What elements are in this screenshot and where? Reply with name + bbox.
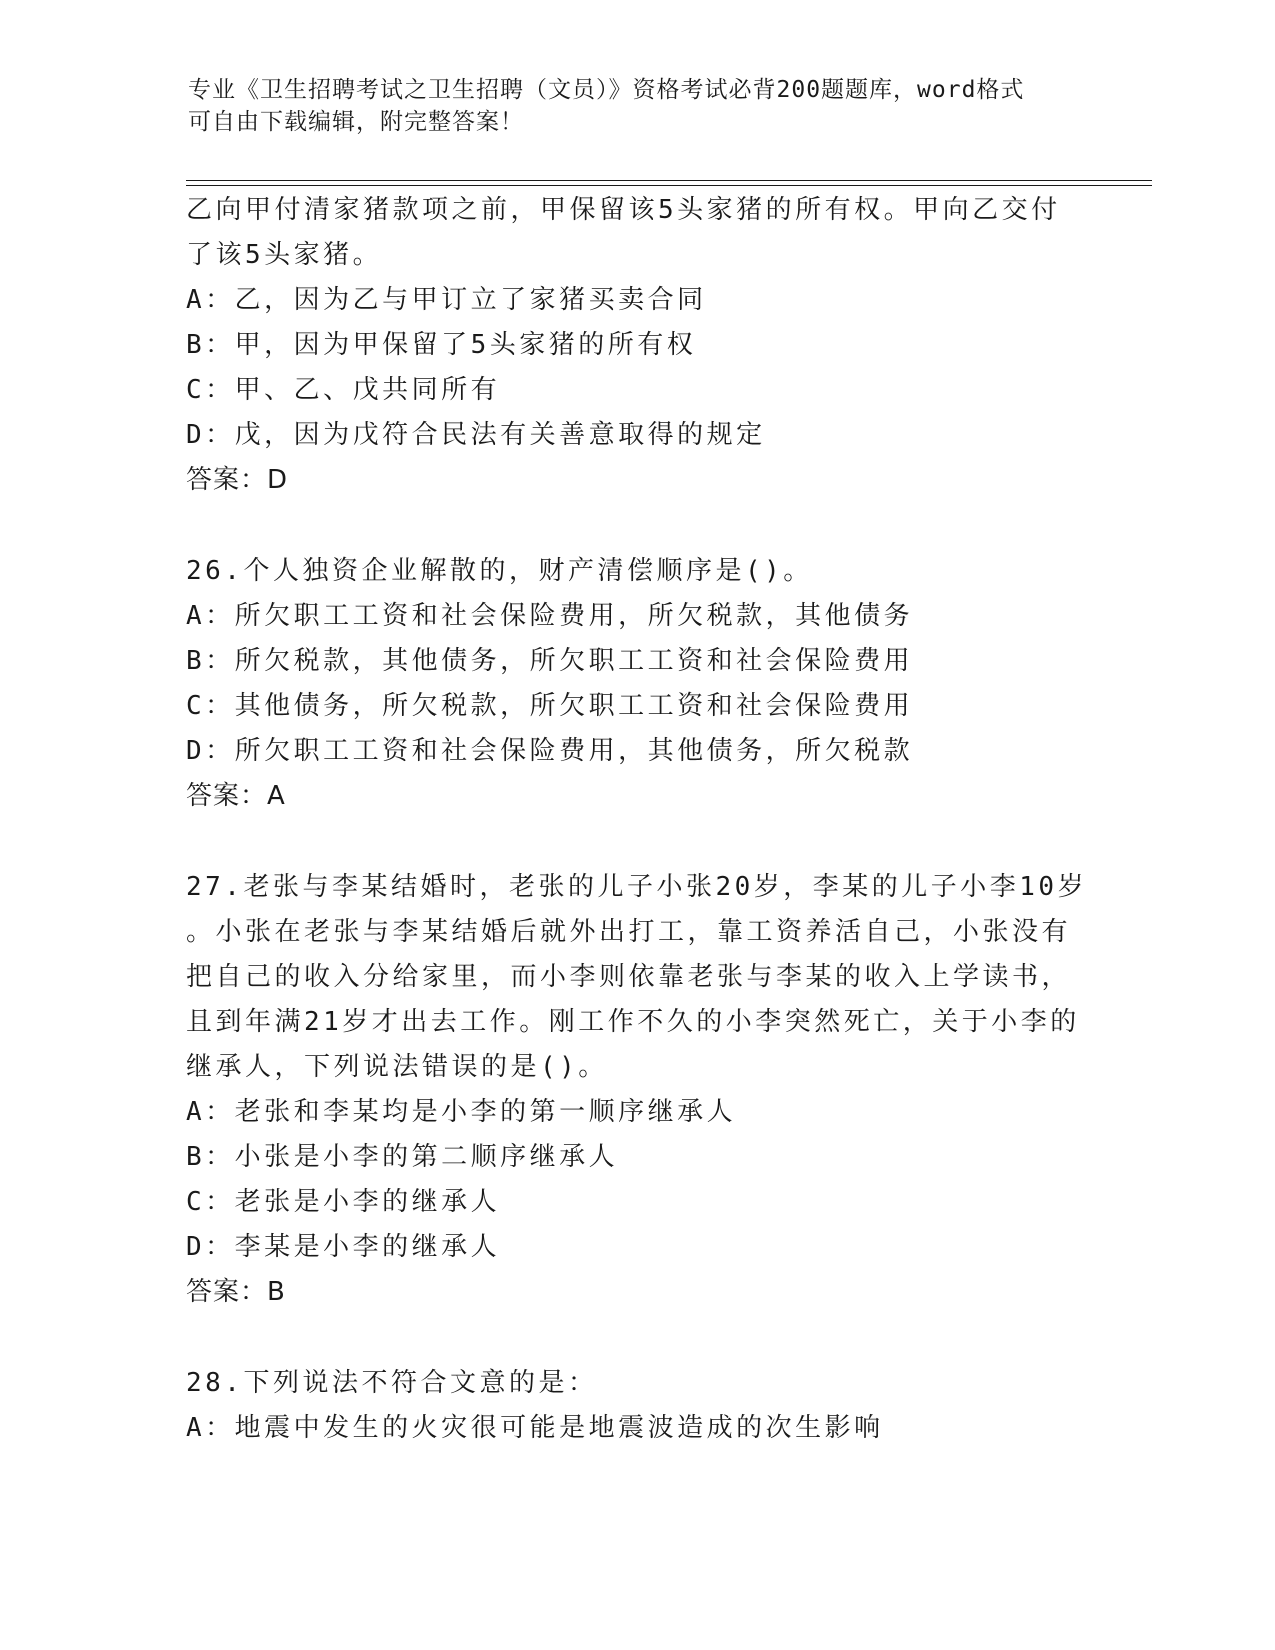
- header-title-line-2: 可自由下载编辑，附完整答案！: [188, 109, 524, 135]
- question-stem-line: 乙向甲付清家猪款项之前，甲保留该5头家猪的所有权。甲向乙交付: [186, 195, 1061, 225]
- option-c: C：甲、乙、戊共同所有: [186, 375, 501, 405]
- option-a: A：所欠职工工资和社会保险费用，所欠税款，其他债务: [186, 601, 914, 631]
- header-divider-top: [186, 180, 1152, 181]
- question-stem-line: 了该5头家猪。: [186, 240, 383, 270]
- question-stem-line: 28.下列说法不符合文意的是：: [186, 1368, 598, 1398]
- question-25: [186, 188, 1086, 503]
- answer-line: 答案：B: [186, 1277, 286, 1307]
- header-divider-bottom: [186, 185, 1152, 186]
- header-title-line-1: 专业《卫生招聘考试之卫生招聘（文员）》资格考试必背200题题库，word格式: [188, 77, 1025, 103]
- question-stem-line: 。小张在老张与李某结婚后就外出打工，靠工资养活自己，小张没有: [186, 917, 1072, 947]
- spacer: [186, 1315, 1086, 1361]
- spacer: [186, 819, 1086, 865]
- option-d: D：李某是小李的继承人: [186, 1232, 501, 1262]
- option-b: B：小张是小李的第二顺序继承人: [186, 1142, 619, 1172]
- question-stem-line: 继承人，下列说法错误的是()。: [186, 1052, 608, 1082]
- answer-line: 答案：A: [186, 781, 286, 811]
- question-stem-line: 且到年满21岁才出去工作。刚工作不久的小李突然死亡，关于小李的: [186, 1007, 1080, 1037]
- option-c: C：其他债务，所欠税款，所欠职工工资和社会保险费用: [186, 691, 914, 721]
- answer-line: 答案：D: [186, 465, 289, 495]
- option-a: A：老张和李某均是小李的第一顺序继承人: [186, 1097, 737, 1127]
- option-c: C：老张是小李的继承人: [186, 1187, 501, 1217]
- option-a: A：乙，因为乙与甲订立了家猪买卖合同: [186, 285, 707, 315]
- document-body: [186, 188, 1086, 1451]
- question-27: [186, 865, 1086, 1315]
- question-28: [186, 1361, 1086, 1451]
- question-stem-line: 27.老张与李某结婚时，老张的儿子小张20岁，李某的儿子小李10岁: [186, 872, 1088, 902]
- option-b: B：甲，因为甲保留了5头家猪的所有权: [186, 330, 697, 360]
- option-d: D：所欠职工工资和社会保险费用，其他债务，所欠税款: [186, 736, 914, 766]
- question-stem-line: 26.个人独资企业解散的，财产清偿顺序是()。: [186, 556, 813, 586]
- question-stem-line: 把自己的收入分给家里，而小李则依靠老张与李某的收入上学读书，: [186, 962, 1072, 992]
- document-header: [188, 74, 1088, 138]
- option-b: B：所欠税款，其他债务，所欠职工工资和社会保险费用: [186, 646, 914, 676]
- option-d: D：戊，因为戊符合民法有关善意取得的规定: [186, 420, 766, 450]
- question-26: [186, 549, 1086, 819]
- spacer: [186, 503, 1086, 549]
- option-a: A：地震中发生的火灾很可能是地震波造成的次生影响: [186, 1413, 884, 1443]
